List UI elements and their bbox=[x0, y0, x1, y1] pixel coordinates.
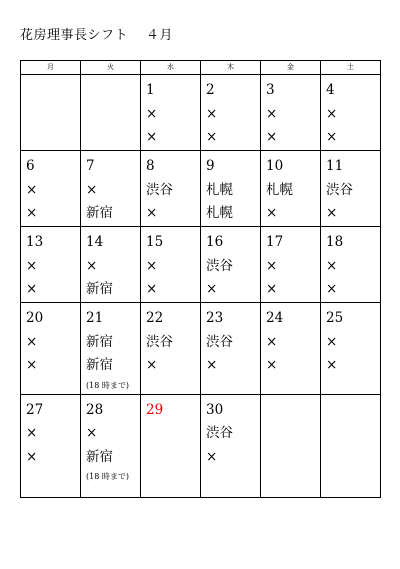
week-row bbox=[21, 75, 381, 151]
day-number: 28 bbox=[86, 401, 104, 418]
shift-pm: × bbox=[26, 281, 38, 297]
weekday-thu: 木 bbox=[201, 61, 261, 75]
shift-am: × bbox=[326, 257, 338, 274]
shift-am: 渋谷 bbox=[146, 181, 173, 198]
shift-note: (18 時まで) bbox=[86, 472, 129, 481]
shift-pm: × bbox=[146, 205, 158, 221]
shift-pm: × bbox=[266, 205, 278, 221]
shift-pm: × bbox=[326, 357, 338, 373]
day-number: 7 bbox=[86, 158, 95, 174]
weekday-wed: 水 bbox=[141, 61, 201, 75]
day-cell bbox=[201, 75, 261, 151]
day-cell bbox=[141, 227, 201, 303]
shift-am: 渋谷 bbox=[206, 257, 233, 274]
shift-pm: 札幌 bbox=[206, 205, 233, 221]
shift-pm: 新宿 bbox=[86, 357, 113, 373]
empty-cell bbox=[21, 75, 81, 151]
day-number: 15 bbox=[146, 234, 164, 250]
week-row bbox=[21, 303, 381, 395]
shift-pm: 新宿 bbox=[86, 281, 113, 297]
empty-cell bbox=[321, 394, 381, 497]
shift-am: 渋谷 bbox=[146, 333, 173, 350]
day-cell bbox=[321, 75, 381, 151]
shift-note: (18 時まで) bbox=[86, 380, 129, 390]
shift-pm: × bbox=[326, 281, 338, 297]
day-number: 6 bbox=[26, 158, 35, 174]
shift-am: × bbox=[266, 105, 278, 122]
empty-cell bbox=[261, 394, 321, 497]
shift-pm: × bbox=[146, 281, 158, 297]
shift-am: × bbox=[26, 257, 38, 274]
day-cell bbox=[261, 75, 321, 151]
shift-pm: 新宿 bbox=[86, 448, 113, 465]
day-number: 20 bbox=[26, 310, 44, 326]
weekday-header-row bbox=[21, 61, 381, 75]
day-cell bbox=[81, 227, 141, 303]
shift-am: × bbox=[26, 333, 38, 350]
shift-am: × bbox=[26, 181, 38, 198]
shift-pm: × bbox=[206, 129, 218, 145]
day-number: 24 bbox=[266, 310, 284, 326]
page-title bbox=[20, 24, 173, 43]
shift-am: 渋谷 bbox=[206, 333, 233, 350]
day-number: 25 bbox=[326, 310, 344, 326]
shift-pm: × bbox=[146, 357, 158, 373]
shift-pm: × bbox=[206, 357, 218, 373]
shift-am: × bbox=[206, 105, 218, 122]
day-number: 4 bbox=[326, 82, 335, 98]
shift-pm: × bbox=[266, 129, 278, 145]
shift-pm: 新宿 bbox=[86, 205, 113, 221]
shift-pm: × bbox=[26, 205, 38, 221]
shift-am: 渋谷 bbox=[206, 425, 233, 441]
day-cell bbox=[201, 227, 261, 303]
shift-am: × bbox=[266, 257, 278, 274]
day-cell bbox=[21, 227, 81, 303]
day-cell bbox=[201, 303, 261, 395]
day-number: 3 bbox=[266, 82, 275, 98]
shift-am: × bbox=[26, 425, 38, 441]
day-number: 17 bbox=[266, 234, 284, 250]
shift-pm: × bbox=[146, 129, 158, 145]
shift-am: × bbox=[86, 181, 98, 198]
shift-pm: × bbox=[326, 129, 338, 145]
shift-am: × bbox=[266, 333, 278, 350]
day-number: 8 bbox=[146, 158, 155, 174]
empty-cell bbox=[81, 75, 141, 151]
day-cell bbox=[81, 394, 141, 497]
shift-am: × bbox=[86, 425, 98, 441]
day-cell bbox=[321, 151, 381, 227]
day-number: 27 bbox=[26, 401, 44, 418]
shift-pm: × bbox=[26, 448, 38, 465]
day-cell bbox=[21, 303, 81, 395]
shift-am: × bbox=[146, 105, 158, 122]
shift-pm: × bbox=[266, 281, 278, 297]
day-number: 10 bbox=[266, 158, 284, 174]
title-text: 花房理事長シフト bbox=[20, 28, 129, 43]
day-number: 1 bbox=[146, 82, 155, 98]
shift-pm: × bbox=[26, 357, 38, 373]
day-cell bbox=[201, 394, 261, 497]
shift-am: 札幌 bbox=[266, 181, 293, 198]
shift-am: × bbox=[326, 333, 338, 350]
day-number: 13 bbox=[26, 234, 44, 250]
day-number: 16 bbox=[206, 234, 224, 250]
day-number: 30 bbox=[206, 401, 224, 418]
day-cell bbox=[21, 394, 81, 497]
shift-pm: × bbox=[206, 281, 218, 297]
day-number: 18 bbox=[326, 234, 344, 250]
shift-am: × bbox=[326, 105, 338, 122]
shift-am: 渋谷 bbox=[326, 181, 353, 198]
week-row bbox=[21, 151, 381, 227]
shift-pm: × bbox=[206, 448, 218, 465]
shift-am: × bbox=[146, 257, 158, 274]
day-cell bbox=[261, 303, 321, 395]
day-number: 22 bbox=[146, 310, 164, 326]
weekday-fri: 金 bbox=[261, 61, 321, 75]
day-cell bbox=[261, 227, 321, 303]
day-number: 23 bbox=[206, 310, 224, 326]
day-number: 11 bbox=[326, 158, 344, 174]
day-number: 14 bbox=[86, 234, 104, 250]
shift-am: 札幌 bbox=[206, 181, 233, 198]
day-number-holiday: 29 bbox=[146, 401, 164, 418]
weekday-mon: 月 bbox=[21, 61, 81, 75]
week-row bbox=[21, 394, 381, 497]
day-cell bbox=[141, 151, 201, 227]
shift-pm: × bbox=[326, 205, 338, 221]
day-cell bbox=[321, 303, 381, 395]
day-number: 9 bbox=[206, 158, 215, 174]
day-cell bbox=[21, 151, 81, 227]
day-number: 2 bbox=[206, 82, 215, 98]
weekday-sat: 土 bbox=[321, 61, 381, 75]
day-cell bbox=[141, 75, 201, 151]
title-month: ４月 bbox=[146, 28, 174, 43]
day-cell bbox=[261, 151, 321, 227]
day-cell bbox=[81, 303, 141, 395]
week-row bbox=[21, 227, 381, 303]
shift-pm: × bbox=[266, 357, 278, 373]
day-cell bbox=[81, 151, 141, 227]
shift-calendar bbox=[20, 60, 381, 498]
weekday-tue: 火 bbox=[81, 61, 141, 75]
shift-am: × bbox=[86, 257, 98, 274]
day-cell bbox=[321, 227, 381, 303]
day-cell-holiday bbox=[141, 394, 201, 497]
day-cell bbox=[141, 303, 201, 395]
day-cell bbox=[201, 151, 261, 227]
shift-am: 新宿 bbox=[86, 333, 113, 350]
day-number: 21 bbox=[86, 310, 104, 326]
